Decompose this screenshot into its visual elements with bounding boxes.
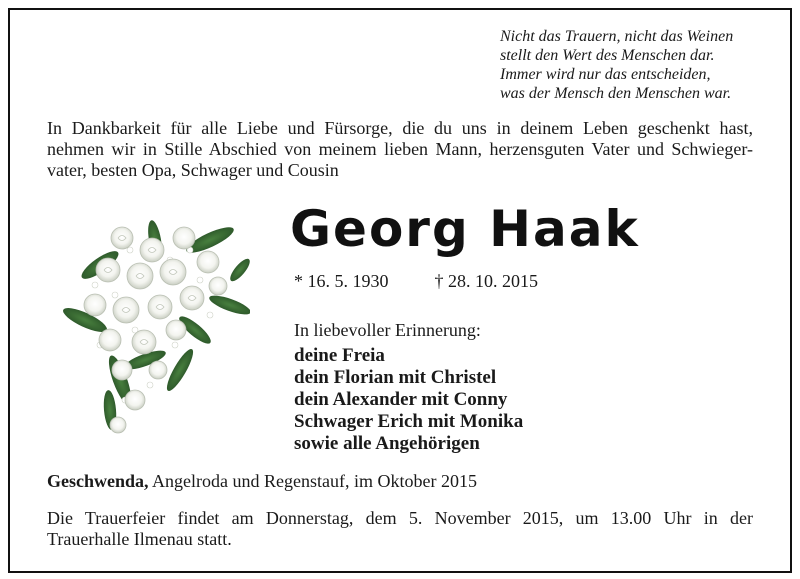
poem — [500, 27, 780, 103]
death-date: † 28. 10. 2015 — [434, 271, 538, 291]
poem-line: was der Mensch den Menschen war. — [500, 85, 732, 102]
place-rest: Angelroda und Regenstauf, im Oktober 2015 — [148, 471, 477, 491]
service-line: Trauerhalle Ilmenau statt. — [47, 529, 232, 549]
poem-line: Nicht das Trauern, nicht das Weinen — [500, 28, 734, 45]
intro-line: nehmen wir in Stille Abschied von meinem lieben Mann, herzensguten Vater und Schwieger- — [47, 139, 753, 159]
intro-line: In Dankbarkeit für alle Liebe und Fürsorge, die du uns in deinem Leben geschenkt hast, — [47, 118, 753, 138]
white-rose-bouquet-icon — [60, 210, 250, 445]
life-dates — [294, 271, 538, 292]
mourner-item: Schwager Erich mit Monika — [294, 411, 524, 432]
intro-text — [47, 118, 759, 181]
place-town: Geschwenda, — [47, 471, 149, 491]
mourner-item: deine Freia — [294, 345, 385, 366]
remembrance-heading: In liebevoller Erinnerung: — [294, 320, 481, 340]
intro-line: vater, besten Opa, Schwager und Cousin — [47, 160, 339, 180]
service-line: Die Trauerfeier findet am Donnerstag, dem 5. November 2015, um 13.00 Uhr in der — [47, 508, 753, 528]
poem-line: stellt den Wert des Menschen dar. — [500, 47, 715, 64]
mourner-item: sowie alle Angehörigen — [294, 433, 480, 454]
mourners-list — [294, 345, 523, 455]
poem-line: Immer wird nur das entscheiden, — [500, 66, 711, 83]
mourner-item: dein Florian mit Christel — [294, 367, 497, 388]
deceased-name: Georg Haak — [290, 200, 640, 258]
service-info — [47, 508, 757, 550]
birth-date: * 16. 5. 1930 — [294, 271, 389, 291]
mourner-item: dein Alexander mit Conny — [294, 389, 508, 410]
place-date-line — [47, 471, 477, 492]
